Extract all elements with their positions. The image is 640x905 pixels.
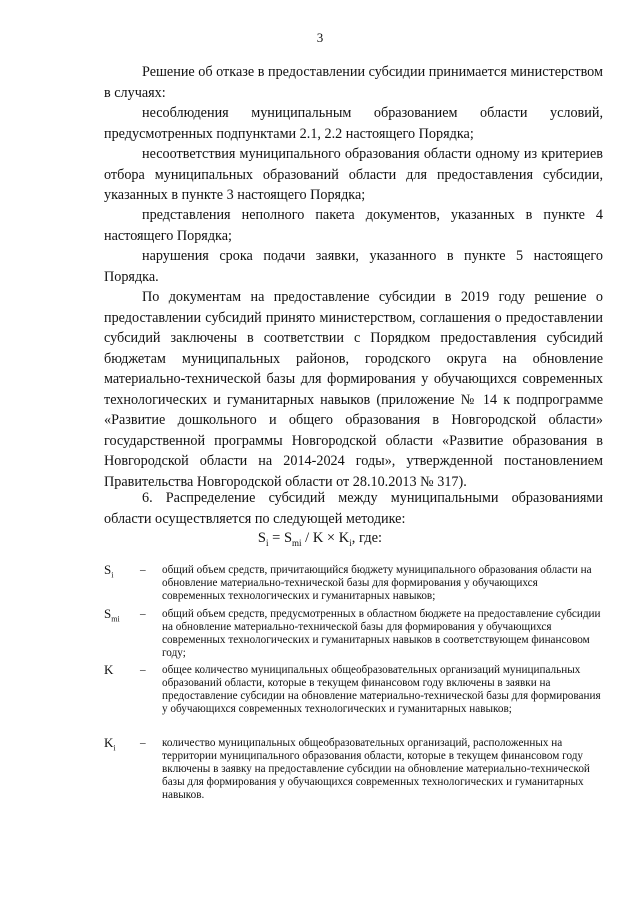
- definition-ki: $K_i$ – количество муниципальных общеобразовательных организаций, расположенных на территории муниципального образования области, которые в текущем финансовом году включены в заявку на предоставление субсидии на обновление материально-технической базы для формирования у обучающихся современных технологических и гуманитарных навыков.: [104, 737, 603, 802]
- paragraph-distribution-method: 6. Распределение субсидий между муниципальными образованиями области осуществляется по следующей методике:: [104, 490, 603, 527]
- symbol-si: $S_i$: [104, 562, 114, 580]
- symbol-ki: $K_i$: [104, 735, 116, 753]
- definition-smi-text: общий объем средств, предусмотренных в областном бюджете на предоставление субсидии на обновление материально-технической базы для формирования у обучающихся современных технологических и гуманитарных навыков в соответствующем финансовом году;: [162, 608, 601, 659]
- paragraph-2019-decision: По документам на предоставление субсидии в 2019 году решение о предоставлении субсидий принято министерством, соглашения о предоставлении субсидий заключены в соответствии с Порядком предоставления субсидий бюджетам муниципальных районов, городского округа на обновление материально-технической базы для формирования у обучающихся современных технологических и гуманитарных навыков (приложение № 14 к подпрограмме «Развитие дошкольного и общего образования в Новгородской области» государственной программы Новгородской области «Развитие образования в Новгородской области на 2014-2024 годы», утвержденной постановлением Правительства Новгородской области от 28.10.2013 № 317).: [104, 289, 603, 490]
- paragraph-case-deadline: нарушения срока подачи заявки, указанного в пункте 5 настоящего Порядка.: [104, 248, 603, 285]
- page-number: 3: [316, 30, 324, 45]
- paragraph-case-noncompliance: несоблюдения муниципальным образованием области условий, предусмотренных подпунктами 2.1, 2.2 настоящего Порядка;: [104, 105, 603, 142]
- definition-ki-text: количество муниципальных общеобразовательных организаций, расположенных на территории муниципального образования области, которые в текущем финансовом году включены в заявку на предоставление субсидии на обновление материально-технической базы для формирования у обучающихся современных технологических и гуманитарных навыков.: [162, 737, 590, 801]
- symbol-k: K: [104, 662, 114, 677]
- paragraph-case-criteria: несоответствия муниципального образования области одному из критериев отбора муниципальных образований области для предоставления субсидии, указанных в пункте 3 настоящего Порядка;: [104, 146, 603, 203]
- definition-smi: $S_{mi}$ – общий объем средств, предусмотренных в областном бюджете на предоставление субсидии на обновление материально-технической базы для формирования у обучающихся современных технологических и гуманитарных навыков в соответствующем финансовом году;: [104, 608, 603, 660]
- definition-si-text: общий объем средств, причитающийся бюджету муниципального образования области на обновление материально-технической базы для формирования у обучающихся современных технологических и гуманитарных навыков;: [162, 564, 592, 602]
- definition-k-text: общее количество муниципальных общеобразовательных организаций муниципальных образований области, которые в текущем финансовом году включены в заявки на предоставление субсидии на обновление материально-технической базы для формирования у обучающихся современных технологических и гуманитарных навыков;: [162, 664, 601, 715]
- paragraph-case-documents: представления неполного пакета документов, указанных в пункте 4 настоящего Порядка;: [104, 207, 603, 244]
- definition-si: $S_i$ – общий объем средств, причитающийся бюджету муниципального образования области на обновление материально-технической базы для формирования у обучающихся современных технологических и гуманитарных навыков;: [104, 564, 603, 603]
- symbol-smi: $S_{mi}$: [104, 606, 120, 624]
- distribution-formula: $S_i = S_{mi} / K \times K_i$, где:: [257, 530, 383, 548]
- paragraph-refusal-intro: Решение об отказе в предоставлении субсидии принимается министерством в случаях:: [104, 64, 603, 101]
- definition-k: K – общее количество муниципальных общеобразовательных организаций муниципальных образований области, которые в текущем финансовом году включены в заявки на предоставление субсидии на обновление материально-технической базы для формирования у обучающихся современных технологических и гуманитарных навыков;: [104, 664, 603, 716]
